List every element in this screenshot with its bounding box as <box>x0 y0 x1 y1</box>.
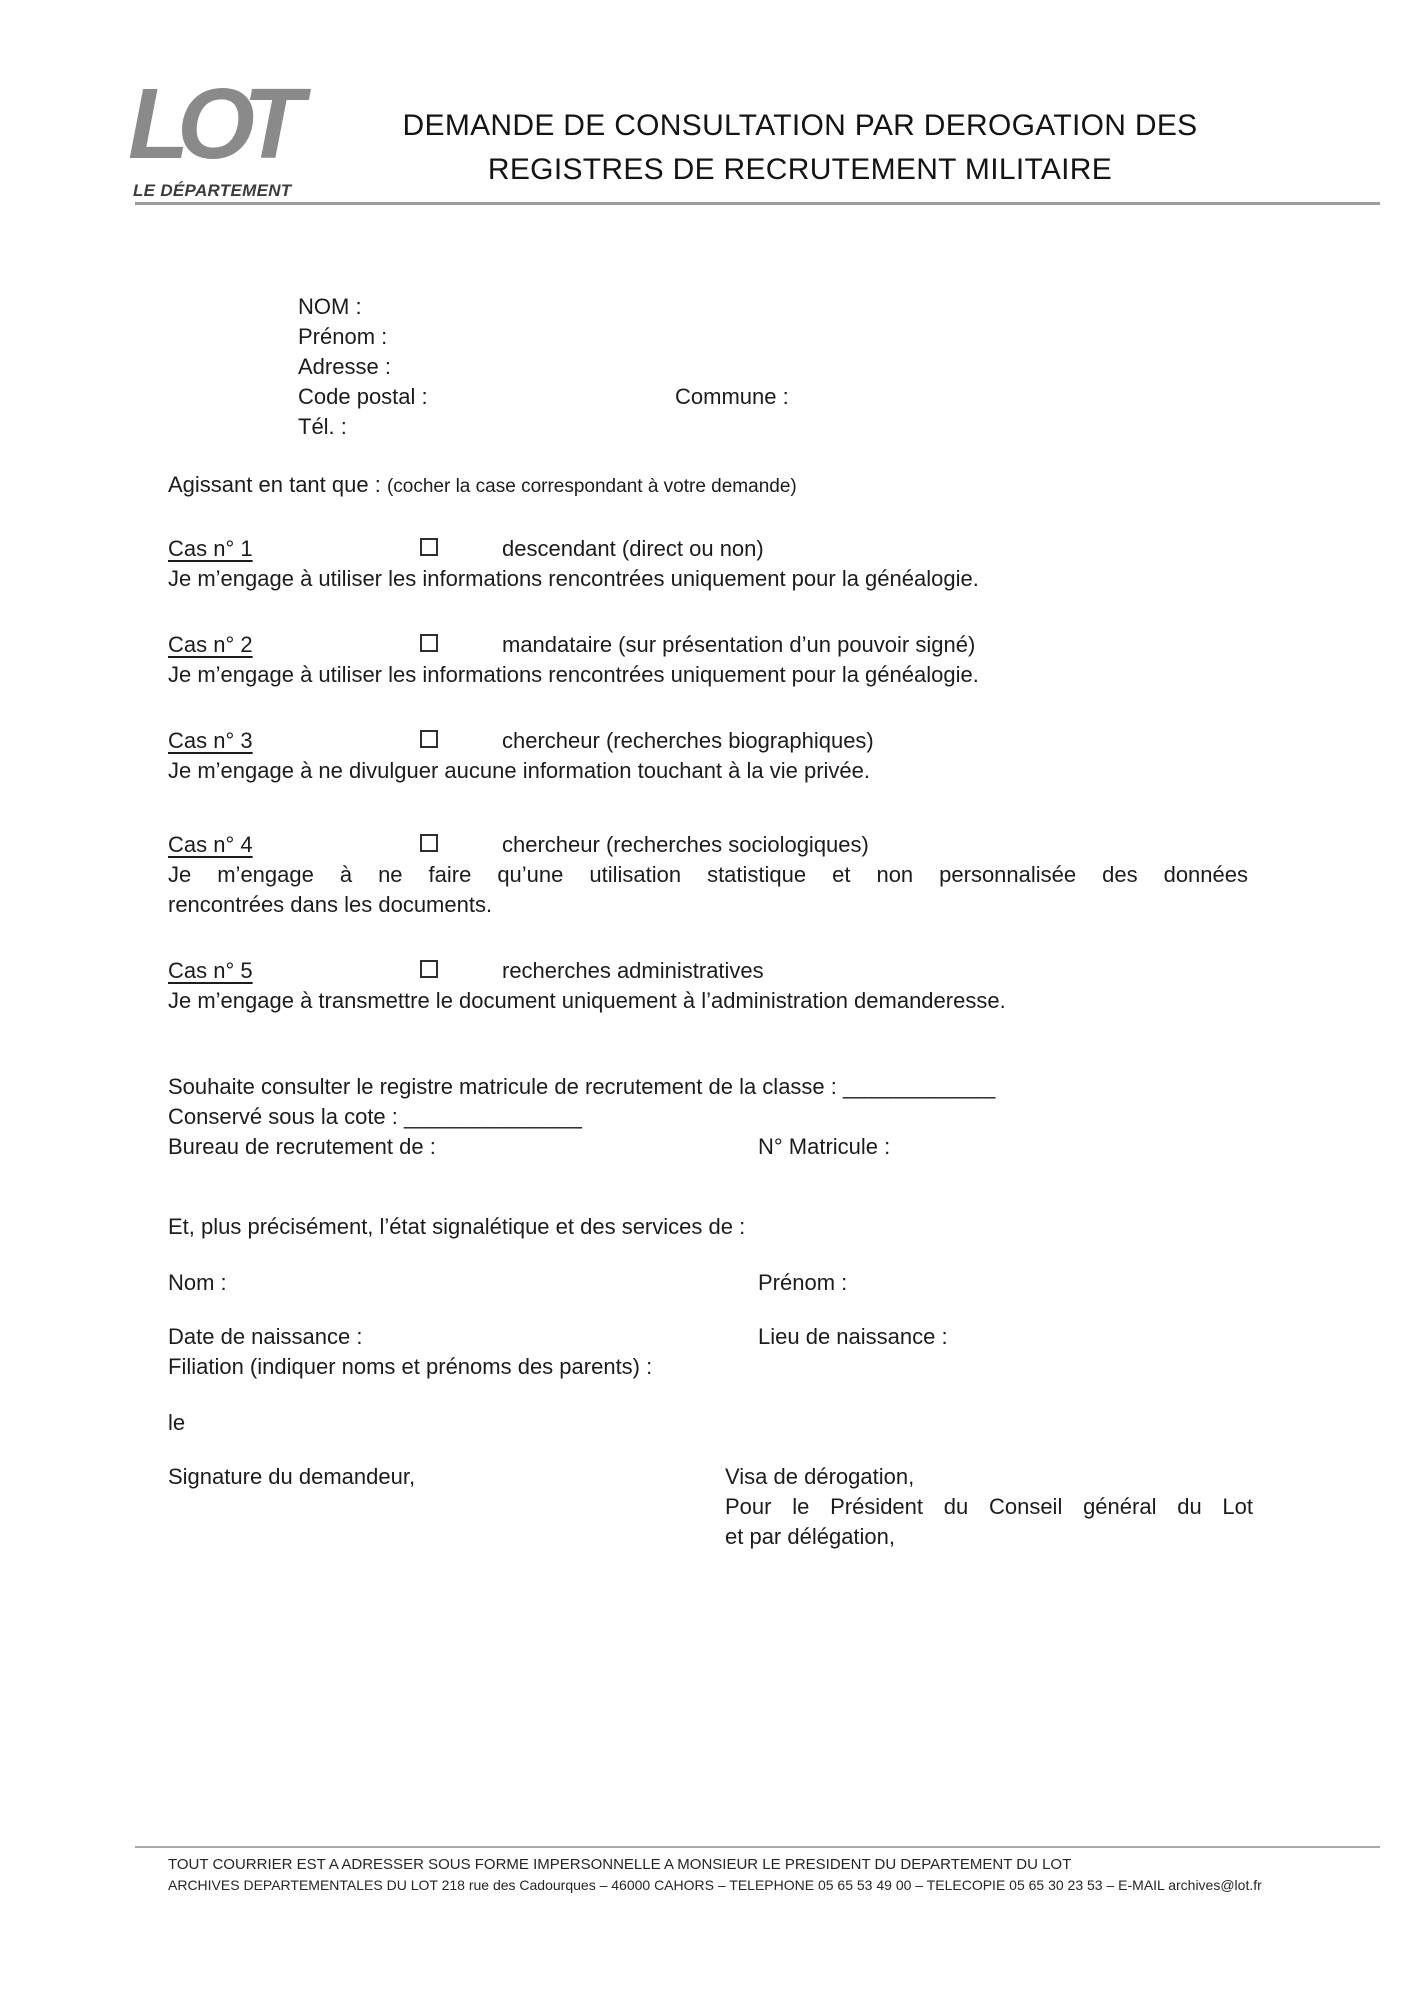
header-divider <box>135 202 1380 205</box>
field-prenom: Prénom : <box>298 324 388 349</box>
case-1-option: descendant (direct ou non) <box>502 536 764 561</box>
identity-block <box>298 292 1198 442</box>
person-nom-label: Nom : <box>168 1270 227 1295</box>
cote-row <box>168 1102 1278 1132</box>
field-code-postal-row <box>298 382 1198 412</box>
case-2-block <box>168 630 1248 690</box>
case-5-option: recherches administratives <box>502 958 764 983</box>
footer-divider <box>135 1846 1380 1848</box>
footer-line-2: ARCHIVES DEPARTEMENTALES DU LOT 218 rue des Cadourques – 46000 CAHORS – TELEPHONE 05 65 53 49 00 – TELECOPIE 05 65 30 23 53 – E-MAIL archives@lot.fr <box>168 1877 1262 1893</box>
case-5-checkbox[interactable] <box>420 960 438 978</box>
acting-hint: (cocher la case correspondant à votre demande) <box>386 476 797 497</box>
case-1-engagement: Je m’engage à utiliser les informations rencontrées uniquement pour la généalogie. <box>168 566 979 591</box>
footer-line-1: TOUT COURRIER EST A ADRESSER SOUS FORME IMPERSONNELLE A MONSIEUR LE PRESIDENT DU DEPARTEMENT DU LOT <box>168 1856 1072 1873</box>
person-filiation-row: Filiation (indiquer noms et prénoms des parents) : <box>168 1354 653 1379</box>
title-line-1: DEMANDE DE CONSULTATION PAR DEROGATION DES <box>402 109 1198 142</box>
case-1-head <box>168 534 1248 564</box>
acting-line <box>168 470 797 502</box>
person-birth-row <box>168 1322 1278 1352</box>
case-5-block <box>168 956 1248 1016</box>
case-4-engagement-line1: Je m’engage à ne faire qu’une utilisation statistique et non personnalisée des données <box>168 862 1248 887</box>
field-code-postal: Code postal : <box>298 384 428 409</box>
person-name-row <box>168 1268 1278 1298</box>
case-2-option: mandataire (sur présentation d’un pouvoir signé) <box>502 632 976 657</box>
bureau-label: Bureau de recrutement de : <box>168 1134 436 1159</box>
classe-label: Souhaite consulter le registre matricule de recrutement de la classe : <box>168 1074 837 1099</box>
case-4-engagement-line2: rencontrées dans les documents. <box>168 892 493 917</box>
case-3-label: Cas n° 3 <box>168 728 253 753</box>
register-block <box>168 1072 1278 1162</box>
case-1-label: Cas n° 1 <box>168 536 253 561</box>
field-tel: Tél. : <box>298 414 347 439</box>
title-line-2: REGISTRES DE RECRUTEMENT MILITAIRE <box>487 153 1113 186</box>
case-5-label: Cas n° 5 <box>168 958 253 983</box>
field-nom: NOM : <box>298 294 362 319</box>
case-3-block <box>168 726 1248 786</box>
case-1-checkbox[interactable] <box>420 538 438 556</box>
cote-label: Conservé sous la cote : <box>168 1104 398 1129</box>
cote-blank-line[interactable]: ______________ <box>404 1104 583 1129</box>
visa-line-3: et par délégation, <box>725 1524 896 1549</box>
classe-row <box>168 1072 1278 1102</box>
case-3-head <box>168 726 1248 756</box>
case-4-label: Cas n° 4 <box>168 832 253 857</box>
case-2-checkbox[interactable] <box>420 634 438 652</box>
case-2-engagement: Je m’engage à utiliser les informations rencontrées uniquement pour la généalogie. <box>168 662 979 687</box>
person-prenom-label: Prénom : <box>758 1270 848 1295</box>
case-5-engagement: Je m’engage à transmettre le document uniquement à l’administration demanderesse. <box>168 988 1006 1013</box>
acting-label: Agissant en tant que : <box>168 472 381 497</box>
person-date-naissance-label: Date de naissance : <box>168 1324 363 1349</box>
case-2-head <box>168 630 1248 660</box>
date-le-line: le <box>168 1410 186 1435</box>
lot-logo-subtitle: LE DÉPARTEMENT <box>133 181 292 200</box>
signature-block <box>168 1462 1253 1549</box>
person-lieu-naissance-label: Lieu de naissance : <box>758 1324 948 1349</box>
case-2-label: Cas n° 2 <box>168 632 253 657</box>
visa-block <box>725 1462 1253 1552</box>
visa-line-2: Pour le Président du Conseil général du Lot <box>725 1494 1253 1519</box>
case-1-block <box>168 534 1248 594</box>
case-5-head <box>168 956 1248 986</box>
page-title <box>285 104 1315 192</box>
footer-block <box>168 1854 1288 1895</box>
case-4-option: chercheur (recherches sociologiques) <box>502 832 869 857</box>
visa-line-1: Visa de dérogation, <box>725 1464 915 1489</box>
case-3-checkbox[interactable] <box>420 730 438 748</box>
field-adresse: Adresse : <box>298 354 391 379</box>
lot-logo: LOT <box>128 68 292 180</box>
field-commune: Commune : <box>675 384 789 409</box>
signature-demandeur-label: Signature du demandeur, <box>168 1464 416 1489</box>
matricule-label: N° Matricule : <box>758 1134 891 1159</box>
case-4-block <box>168 830 1248 920</box>
bureau-row <box>168 1132 1278 1162</box>
person-intro: Et, plus précisément, l’état signalétique et des services de : <box>168 1214 746 1239</box>
case-4-checkbox[interactable] <box>420 834 438 852</box>
case-3-option: chercheur (recherches biographiques) <box>502 728 874 753</box>
classe-blank-line[interactable]: ____________ <box>843 1074 996 1099</box>
case-4-head <box>168 830 1248 860</box>
case-3-engagement: Je m’engage à ne divulguer aucune information touchant à la vie privée. <box>168 758 871 783</box>
